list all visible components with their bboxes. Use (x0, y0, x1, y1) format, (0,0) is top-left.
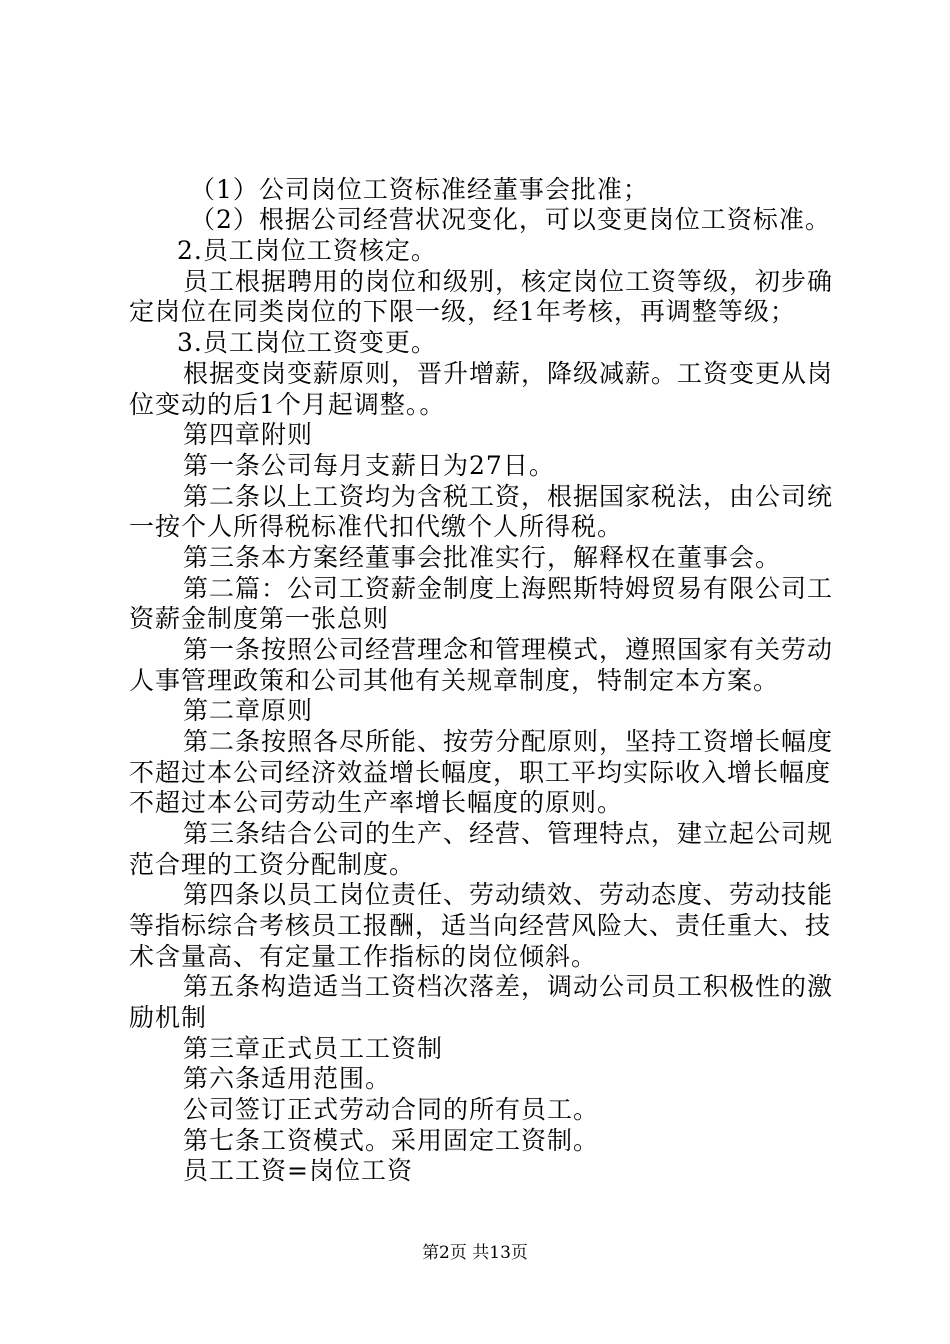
text-line: 第二篇：公司工资薪金制度上海熙斯特姆贸易有限公司工 (183, 574, 834, 603)
text-line: （1）公司岗位工资标准经董事会批准； (190, 175, 649, 204)
text-line: 资薪金制度第一张总则 (129, 604, 390, 633)
text-line: 第一条公司每月支薪日为27日。 (183, 451, 555, 480)
text-line: 第二条以上工资均为含税工资，根据国家税法，由公司统 (183, 482, 834, 511)
text-line: 2.员工岗位工资核定。 (177, 236, 437, 265)
text-line: 范合理的工资分配制度。 (129, 850, 416, 879)
text-line: 第一条按照公司经营理念和管理模式，遵照国家有关劳动 (183, 635, 834, 664)
text-line: 第二条按照各尽所能、按劳分配原则，坚持工资增长幅度 (183, 727, 834, 756)
text-line: 3.员工岗位工资变更。 (177, 328, 437, 357)
text-line: 公司签订正式劳动合同的所有员工。 (183, 1095, 600, 1124)
text-line: 不超过本公司劳动生产率增长幅度的原则。 (129, 788, 624, 817)
text-line: 员工根据聘用的岗位和级别，核定岗位工资等级，初步确 (183, 267, 834, 296)
page-footer: 第2页 共13页 (422, 1243, 528, 1263)
text-line: 定岗位在同类岗位的下限一级，经1年考核，再调整等级； (129, 297, 796, 326)
text-line: 位变动的后1个月起调整。。 (129, 390, 446, 419)
text-line: 人事管理政策和公司其他有关规章制度，特制定本方案。 (129, 666, 780, 695)
text-line: 第四章附则 (183, 420, 314, 449)
text-line: 根据变岗变薪原则，晋升增薪，降级减薪。工资变更从岗 (183, 359, 834, 388)
text-line: （2）根据公司经营状况变化，可以变更岗位工资标准。 (190, 205, 831, 234)
text-line: 术含量高、有定量工作指标的岗位倾斜。 (129, 942, 598, 971)
text-line: 第三条本方案经董事会批准实行，解释权在董事会。 (183, 543, 782, 572)
text-line: 第七条工资模式。采用固定工资制。 (183, 1126, 600, 1155)
text-line: 等指标综合考核员工报酬，适当向经营风险大、责任重大、技 (129, 911, 832, 940)
text-line: 第三条结合公司的生产、经营、管理特点，建立起公司规 (183, 819, 834, 848)
text-line: 第二章原则 (183, 696, 314, 725)
text-line: 第四条以员工岗位责任、劳动绩效、劳动态度、劳动技能 (183, 880, 834, 909)
text-line: 员工工资=岗位工资 (183, 1156, 413, 1185)
text-line: 第三章正式员工工资制 (183, 1034, 444, 1063)
text-line: 励机制 (129, 1003, 208, 1032)
text-line: 第六条适用范围。 (183, 1064, 392, 1093)
text-line: 不超过本公司经济效益增长幅度，职工平均实际收入增长幅度 (129, 758, 832, 787)
text-line: 一按个人所得税标准代扣代缴个人所得税。 (129, 512, 624, 541)
text-line: 第五条构造适当工资档次落差，调动公司员工积极性的激 (183, 972, 834, 1001)
